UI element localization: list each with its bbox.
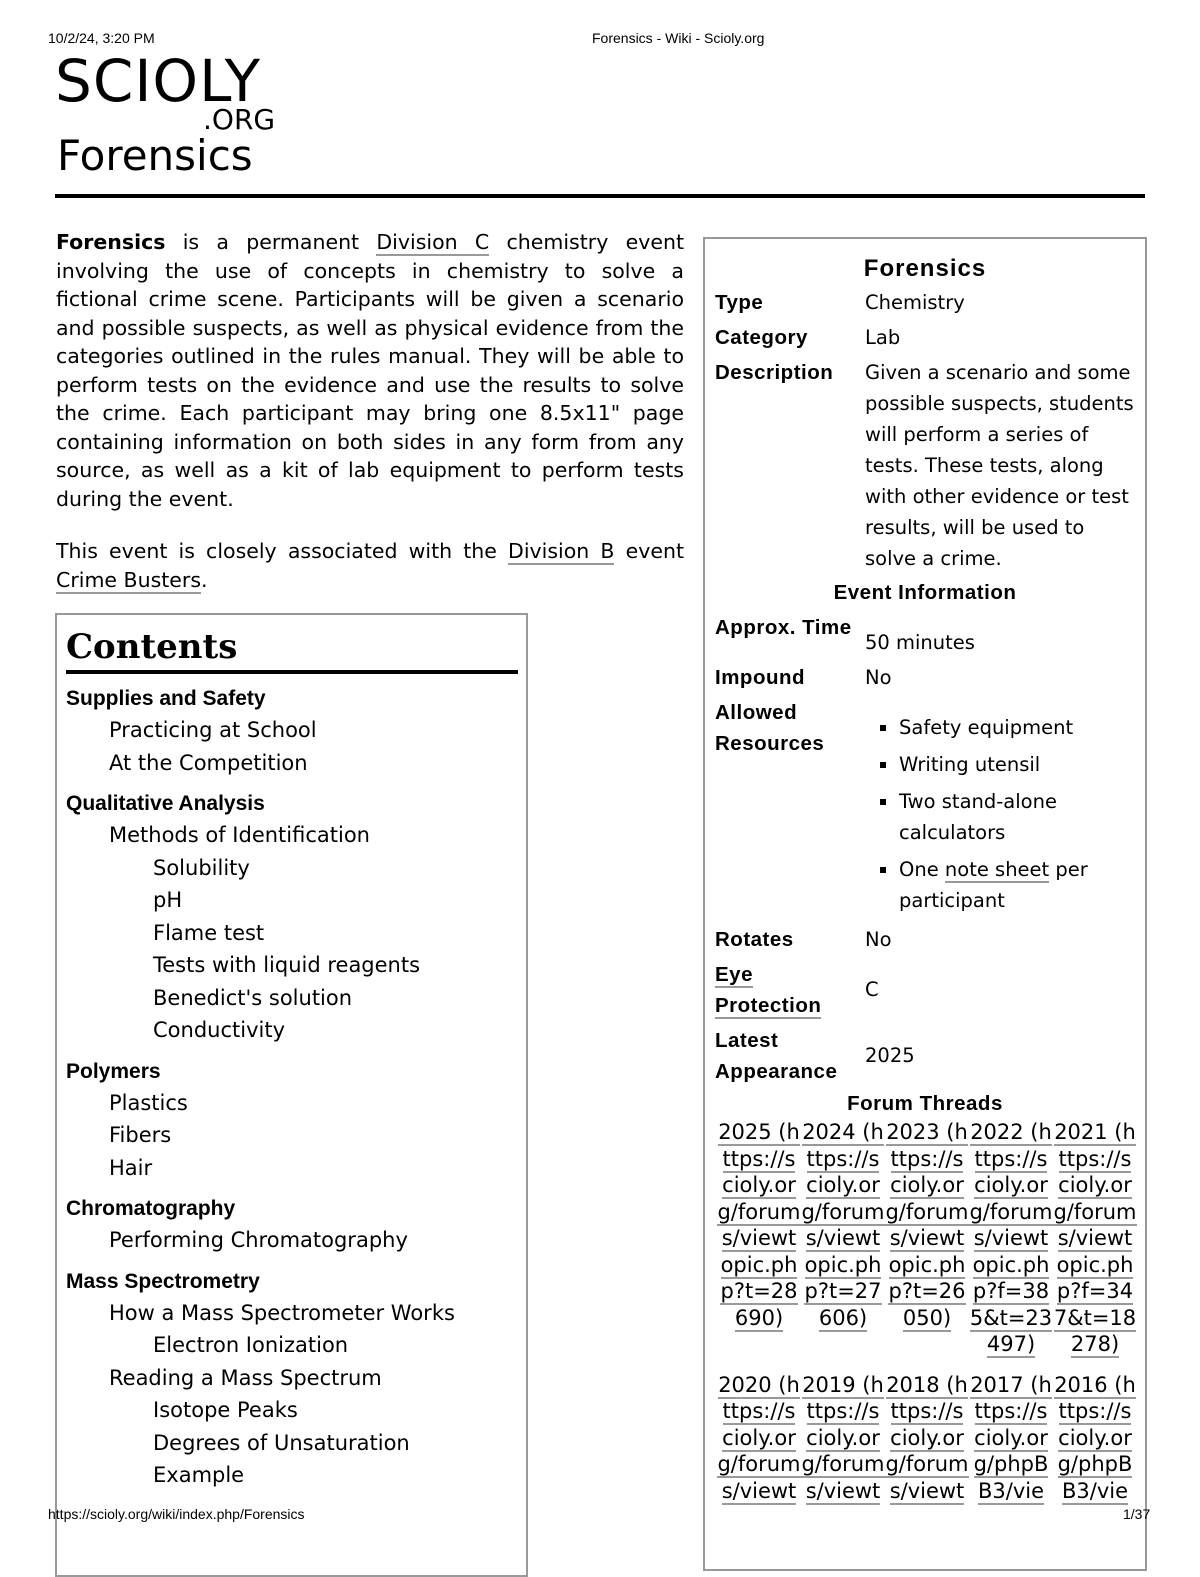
logo-org: .ORG (203, 103, 276, 136)
toc-section (57, 789, 526, 1047)
intro-text-span: . (201, 567, 208, 592)
link-division-b[interactable]: Division B (508, 539, 615, 563)
row-type (715, 287, 1145, 318)
forum-thread-link[interactable] (801, 1372, 885, 1505)
row-rotates (715, 924, 1145, 955)
row-time (715, 612, 1145, 658)
intro-paragraph-1 (56, 228, 684, 513)
forum-threads (717, 1119, 1137, 1518)
label-latest: Latest Appearance (715, 1029, 838, 1083)
table-of-contents (55, 613, 528, 1577)
toc-item[interactable]: Example (153, 1463, 245, 1488)
print-url: https://scioly.org/wiki/index.php/Forensics (48, 1506, 305, 1522)
page-title: Forensics (57, 131, 253, 180)
value-description: Given a scenario and some possible suspects, students will perform a series of tests. These tests, along with other evidence or test results, will be used to solve a crime. (865, 361, 1134, 570)
resource-item: ▪ Writing utensil (899, 749, 1137, 780)
intro-text-span: event (614, 539, 684, 563)
forum-thread-link[interactable] (801, 1119, 885, 1358)
forum-thread-link[interactable] (1053, 1119, 1137, 1358)
forum-thread-text: 2021 (https://scioly.org/forums/viewtopic.php?f=347&t=18278) (1053, 1120, 1137, 1356)
label-type: Type (715, 291, 764, 314)
forum-thread-link[interactable] (885, 1372, 969, 1505)
toc-item[interactable]: pH (153, 888, 183, 913)
forum-thread-text: 2016 (https://scioly.org/phpBB3/vie (1054, 1372, 1136, 1503)
toc-item[interactable]: Hair (109, 1155, 153, 1180)
label-eye-protection (715, 959, 865, 1021)
toc-section (57, 1057, 526, 1185)
intro-bold-term: Forensics (56, 230, 166, 254)
row-latest (715, 1025, 1145, 1087)
forum-thread-text: 2017 (https://scioly.org/phpBB3/vie (970, 1372, 1052, 1503)
toc-item[interactable]: Solubility (153, 855, 250, 880)
resource-text: One (899, 858, 945, 881)
print-datetime: 10/2/24, 3:20 PM (48, 30, 155, 46)
row-impound (715, 662, 1145, 693)
row-eye-protection (715, 959, 1145, 1021)
toc-item[interactable]: Isotope Peaks (153, 1398, 298, 1423)
value-rotates: No (865, 928, 892, 951)
toc-item[interactable]: Methods of Identification (109, 823, 370, 848)
toc-section (57, 1194, 526, 1257)
value-resources (865, 697, 1137, 922)
toc-section (57, 1267, 526, 1492)
label-time: Approx. Time (715, 616, 852, 639)
label-category: Category (715, 326, 808, 349)
toc-item[interactable]: Benedict's solution (153, 985, 353, 1010)
forum-thread-text: 2024 (https://scioly.org/forums/viewtopic.php?t=27606) (801, 1120, 885, 1330)
value-category: Lab (865, 326, 901, 349)
forum-thread-text: 2018 (https://scioly.org/forums/viewt (885, 1372, 969, 1503)
link-crime-busters[interactable]: Crime Busters (56, 567, 202, 592)
intro-text-span: chemistry event involving the use of concepts in chemistry to solve a fictional crime scene. Participants will be given a scenario and possible suspects, as well as physical evidence from the categories outlined in the rules manual. They will be able to perform tests on the evidence and use the results to solve the crime. Each participant may bring one 8.5x11" page containing information on both sides in any form from any source, as well as a kit of lab equipment to perform tests during the event. (56, 230, 684, 511)
infobox (703, 237, 1147, 1571)
intro-text (56, 228, 684, 618)
resource-text: per participant (899, 858, 1088, 912)
forum-thread-link[interactable] (969, 1372, 1053, 1505)
toc-item[interactable]: Practicing at School (109, 718, 317, 743)
infobox-title: Forensics (863, 255, 987, 282)
link-note-sheet[interactable]: note sheet (944, 858, 1050, 881)
title-rule (55, 194, 1145, 198)
forum-thread-link[interactable] (1053, 1372, 1137, 1505)
intro-paragraph-2 (56, 537, 684, 594)
forum-thread-text: 2023 (https://scioly.org/forums/viewtopic.php?t=26050) (885, 1120, 969, 1330)
resource-item: ▪ Two stand-alone calculators (899, 786, 1137, 848)
toc-item[interactable]: How a Mass Spectrometer Works (109, 1300, 455, 1325)
label-impound: Impound (715, 666, 806, 689)
toc-heading[interactable]: Chromatography (66, 1197, 236, 1221)
logo-wordmark: SCIOLY (55, 47, 262, 115)
forum-thread-text: 2020 (https://scioly.org/forums/viewt (717, 1372, 801, 1503)
resources-list (865, 712, 1137, 916)
label-resources: Allowed Resources (715, 701, 825, 755)
resource-item: ▪ Safety equipment (899, 712, 1137, 743)
toc-item[interactable]: At the Competition (109, 750, 308, 775)
toc-heading[interactable]: Supplies and Safety (66, 687, 266, 711)
label-description: Description (715, 361, 834, 384)
value-type: Chemistry (865, 291, 965, 314)
toc-item[interactable]: Plastics (109, 1090, 188, 1115)
toc-item[interactable]: Reading a Mass Spectrum (109, 1365, 382, 1390)
forum-thread-link[interactable] (717, 1372, 801, 1505)
link-eye-protection[interactable]: Eye Protection (715, 963, 822, 1017)
forum-thread-link[interactable] (717, 1119, 801, 1358)
value-time: 50 minutes (865, 631, 975, 654)
value-impound: No (865, 666, 892, 689)
toc-section (57, 684, 526, 779)
intro-text-span: is a permanent (165, 230, 377, 254)
print-page-number: 1/37 (1123, 1506, 1151, 1522)
event-info-heading: Event Information (833, 581, 1017, 604)
toc-body (57, 684, 526, 1492)
toc-heading[interactable]: Qualitative Analysis (66, 792, 265, 816)
row-description (715, 357, 1145, 574)
intro-text-span: This event is closely associated with the (56, 539, 509, 563)
forum-threads-heading: Forum Threads (847, 1092, 1003, 1115)
toc-item[interactable]: Tests with liquid reagents (153, 953, 421, 978)
toc-item[interactable]: Electron Ionization (153, 1333, 349, 1358)
row-resources (715, 697, 1145, 922)
print-page-title: Forensics - Wiki - Scioly.org (592, 30, 765, 46)
toc-title: Contents (66, 629, 518, 674)
link-division-c[interactable]: Division C (376, 230, 490, 254)
forum-thread-link[interactable] (885, 1119, 969, 1358)
forum-thread-text: 2019 (https://scioly.org/forums/viewt (801, 1372, 885, 1503)
toc-heading[interactable]: Polymers (66, 1059, 161, 1083)
row-category (715, 322, 1145, 353)
label-rotates: Rotates (715, 928, 794, 951)
toc-item[interactable]: Degrees of Unsaturation (153, 1430, 410, 1455)
toc-item[interactable]: Conductivity (153, 1018, 285, 1043)
toc-item[interactable]: Fibers (109, 1123, 172, 1148)
value-eye-protection: C (865, 978, 879, 1001)
scioly-logo[interactable] (55, 47, 276, 136)
forum-thread-text: 2025 (https://scioly.org/forums/viewtopic.php?t=28690) (717, 1120, 801, 1330)
forum-thread-text: 2022 (https://scioly.org/forums/viewtopic.php?f=385&t=23497) (969, 1120, 1053, 1356)
toc-item[interactable]: Performing Chromatography (109, 1228, 408, 1253)
resource-item (899, 854, 1137, 916)
toc-item[interactable]: Flame test (153, 920, 265, 945)
forum-thread-link[interactable] (969, 1119, 1053, 1358)
value-latest: 2025 (865, 1044, 915, 1067)
toc-heading[interactable]: Mass Spectrometry (66, 1269, 260, 1293)
